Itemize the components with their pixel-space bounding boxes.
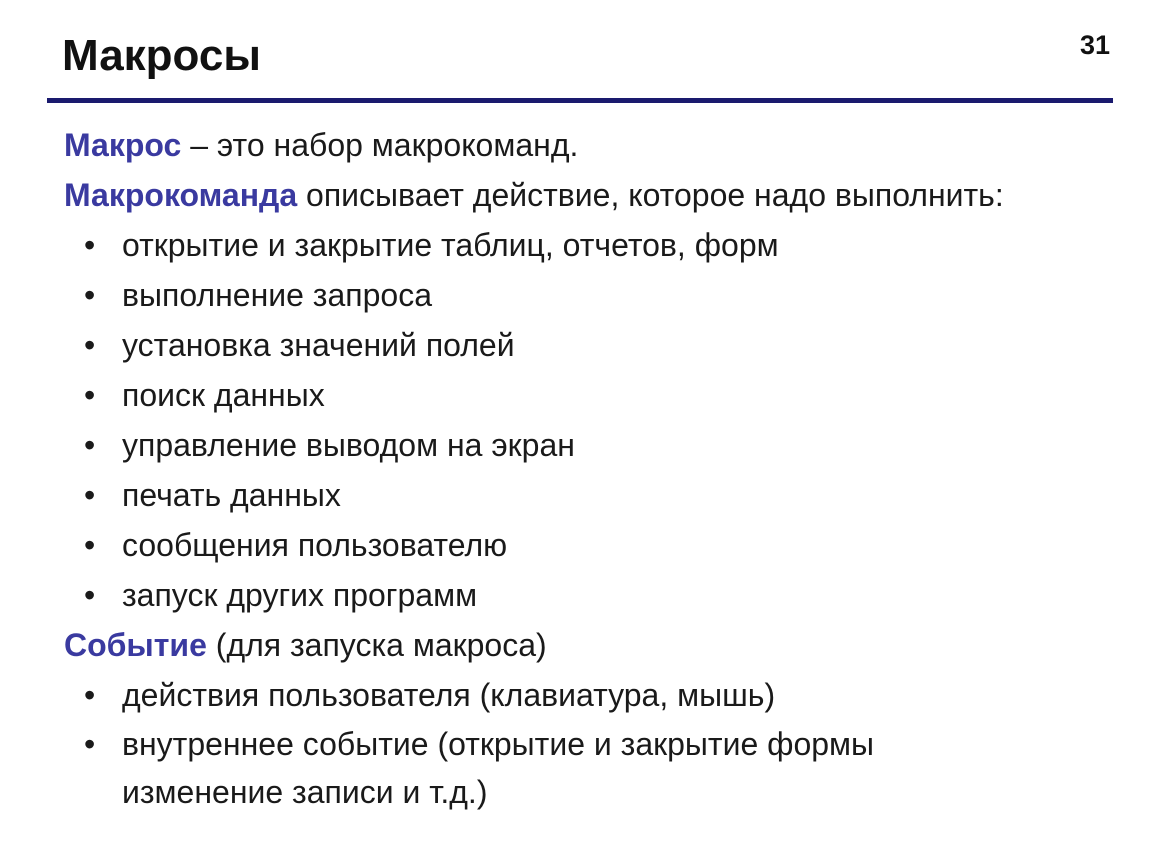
macro-definition: [64, 120, 1124, 170]
list-item: [64, 420, 1124, 470]
bullet-dot: •: [84, 477, 96, 513]
bullet-dot: •: [84, 726, 96, 762]
bullet-dot: •: [84, 277, 96, 313]
list-item-text: установка значений полей: [122, 327, 515, 363]
list-item: [64, 470, 1124, 520]
macro-definition-text: – это набор макрокоманд.: [181, 127, 579, 163]
list-item-text: печать данных: [122, 477, 341, 513]
list-item-text: запуск других программ: [122, 577, 478, 613]
list-item-text: выполнение запроса: [122, 277, 432, 313]
bullet-dot: •: [84, 227, 96, 263]
list-item-text: внутреннее событие (открытие и закрытие формы изменение записи и т.д.): [122, 726, 875, 810]
list-item-text: управление выводом на экран: [122, 427, 575, 463]
list-item-text: сообщения пользователю: [122, 527, 508, 563]
term-macrocommand: Макрокоманда: [64, 177, 298, 213]
list-item: [64, 670, 1124, 720]
macrocommand-definition: [64, 170, 1124, 220]
event-definition: [64, 620, 1124, 670]
bullet-dot: •: [84, 377, 96, 413]
macrocommand-definition-text: описывает действие, которое надо выполнить:: [297, 177, 1004, 213]
list-item: [64, 720, 962, 816]
bullet-dot: •: [84, 527, 96, 563]
bullet-dot: •: [84, 677, 96, 713]
slide-body: [64, 120, 1124, 816]
term-event: Событие: [64, 627, 207, 663]
list-item: [64, 220, 1124, 270]
term-macro: Макрос: [64, 127, 182, 163]
events-list: [64, 670, 1124, 816]
list-item-text: действия пользователя (клавиатура, мышь): [122, 677, 776, 713]
actions-list: [64, 220, 1124, 620]
event-definition-text: (для запуска макроса): [206, 627, 547, 663]
list-item: [64, 370, 1124, 420]
page-number: 31: [1080, 30, 1111, 60]
list-item-text: открытие и закрытие таблиц, отчетов, форм: [122, 227, 779, 263]
bullet-dot: •: [84, 327, 96, 363]
bullet-dot: •: [84, 577, 96, 613]
title-divider: [47, 98, 1113, 103]
list-item: [64, 520, 1124, 570]
list-item: [64, 570, 1124, 620]
list-item-text: поиск данных: [122, 377, 325, 413]
bullet-dot: •: [84, 427, 96, 463]
list-item: [64, 270, 1124, 320]
slide-title: Макросы: [62, 31, 261, 80]
list-item: [64, 320, 1124, 370]
